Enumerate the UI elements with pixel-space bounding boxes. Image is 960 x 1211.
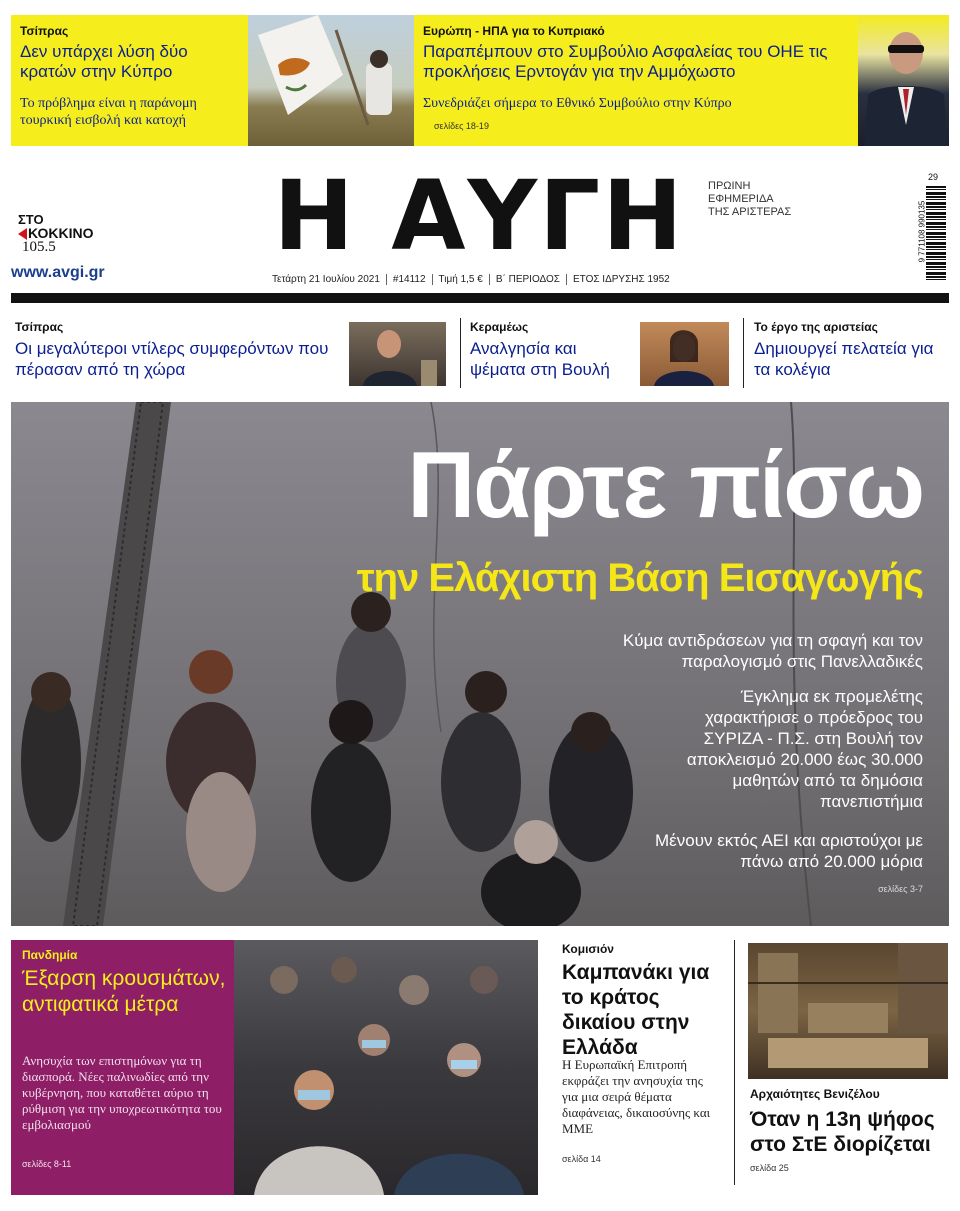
secondary-story-tsipras[interactable] xyxy=(11,318,346,388)
barcode-issue: 29 xyxy=(928,172,939,182)
secondary-kicker: Τσίπρας xyxy=(15,320,64,334)
antiquities-story[interactable] xyxy=(748,1083,948,1198)
barcode xyxy=(912,172,948,282)
bottom-divider xyxy=(734,940,735,1185)
top-right-sub: Συνεδριάζει σήμερα το Εθνικό Συμβούλιο στην Κύπρο xyxy=(423,96,732,111)
barcode-bars xyxy=(926,186,946,280)
secondary-headline: Δημιουργεί πελατεία για τα κολέγια xyxy=(754,339,934,379)
pandemic-headline: Έξαρση κρουσμάτων, αντιφατικά μέτρα xyxy=(22,967,226,1016)
top-right-kicker: Ευρώπη - ΗΠΑ για το Κυπριακό xyxy=(423,24,605,38)
commission-body: Η Ευρωπαϊκή Επιτροπή εκφράζει την ανησυχία της για μια σειρά θέματα διαφάνειας, δικαιοσύνης και ΜΜΕ xyxy=(562,1057,711,1136)
hero-story[interactable] xyxy=(11,402,949,926)
commission-headline: Καμπανάκι για το κράτος δικαίου στην Ελλάδα xyxy=(562,961,710,1059)
hero-paragraph-1: Κύμα αντιδράσεων για τη σφαγή και τον παραλογισμό στις Πανελλαδικές xyxy=(622,631,923,671)
tagline-line3: ΤΗΣ ΑΡΙΣΤΕΡΑΣ xyxy=(708,206,792,218)
issue-number: #14112 xyxy=(392,274,426,286)
commission-pages: σελίδα 14 xyxy=(562,1154,601,1164)
secondary-headline: Οι μεγαλύτεροι ντίλερς συμφερόντων που πέρασαν από τη χώρα xyxy=(15,339,329,379)
top-right-pages: σελίδες 18-19 xyxy=(434,121,489,131)
secondary-headline: Αναλγησία και ψέματα στη Βουλή xyxy=(470,339,610,379)
top-left-teaser[interactable] xyxy=(11,15,248,146)
secondary-story-kerameos[interactable] xyxy=(466,318,638,388)
flag-illustration xyxy=(248,15,414,146)
secondary-kicker: Κεραμέως xyxy=(470,320,529,334)
issue-meta xyxy=(272,274,670,285)
top-left-headline: Δεν υπάρχει λύση δύο κρατών στην Κύπρο xyxy=(20,42,188,81)
kerameos-photo xyxy=(640,322,729,386)
antiquities-pages: σελίδα 25 xyxy=(750,1163,789,1173)
radio-freq: 105.5 xyxy=(22,239,56,255)
tagline xyxy=(708,180,791,219)
pandemic-kicker: Πανδημία xyxy=(22,948,78,962)
kerameos-illustration xyxy=(640,322,729,386)
commission-story[interactable] xyxy=(556,940,726,1195)
website-link[interactable]: www.avgi.gr xyxy=(11,264,105,281)
issue-founded: ΕΤΟΣ ΙΔΡΥΣΗΣ 1952 xyxy=(572,274,670,286)
pandemic-body: Ανησυχία των επιστημόνων για τη διασπορά. Νέες παλινωδίες από την κυβέρνηση, που καταθέτει αύριο τη ρύθμιση για την υποχρεωτικότητα του εμβολιασμού xyxy=(22,1053,222,1132)
top-right-headline: Παραπέμπουν στο Συμβούλιο Ασφαλείας του ΟΗΕ τις προκλήσεις Ερντογάν για την Αμμόχωστο xyxy=(423,42,828,81)
barcode-digits: 9 771108 990135 xyxy=(917,200,927,263)
hero-paragraph-3: Μένουν εκτός ΑΕΙ και αριστούχοι με πάνω από 20.000 μόρια xyxy=(655,831,923,871)
issue-price: Τιμή 1,5 € xyxy=(438,274,483,286)
commission-kicker: Κομισιόν xyxy=(562,942,614,956)
pandemic-story[interactable] xyxy=(11,940,234,1195)
hero-title: Πάρτε πίσω xyxy=(407,432,923,537)
tagline-line1: ΠΡΩΙΝΗ xyxy=(708,180,751,192)
hero-pages: σελίδες 3-7 xyxy=(878,884,923,894)
top-left-kicker: Τσίπρας xyxy=(20,24,69,38)
masthead-rule xyxy=(11,293,949,303)
issue-period: Β΄ ΠΕΡΙΟΔΟΣ xyxy=(495,274,560,286)
tagline-line2: ΕΦΗΜΕΡΙΔΑ xyxy=(708,193,774,205)
portrait-illustration xyxy=(858,15,949,146)
issue-date: Τετάρτη 21 Ιουλίου 2021 xyxy=(272,274,380,286)
antiquities-kicker: Αρχαιότητες Βενιζέλου xyxy=(750,1087,880,1101)
cyprus-flag-photo xyxy=(248,15,414,146)
hero-subtitle: την Ελάχιστη Βάση Εισαγωγής xyxy=(356,556,923,600)
top-right-teaser[interactable] xyxy=(414,15,949,146)
hero-paragraph-2: Έγκλημα εκ προμελέτης χαρακτήρισε ο πρόεδρος του ΣΥΡΙΖΑ - Π.Σ. στη Βουλή τον αποκλεισμό 20.000 έως 30.000 μαθητών από τα δημόσια πανεπιστήμια xyxy=(686,687,923,811)
crowd-illustration xyxy=(234,940,538,1195)
secondary-divider xyxy=(743,318,744,388)
pandemic-pages: σελίδες 8-11 xyxy=(22,1159,72,1169)
radio-line2: ΚΟΚΚΙΝΟ xyxy=(28,225,94,241)
secondary-kicker: Το έργο της αριστείας xyxy=(754,320,878,334)
excavation-illustration xyxy=(748,943,948,1079)
top-left-sub: Το πρόβλημα είναι η παράνομη τουρκική εισβολή και κατοχή xyxy=(20,96,197,128)
crowd-photo xyxy=(234,940,538,1195)
radio-logo[interactable] xyxy=(18,213,108,253)
newspaper-logo[interactable]: Η ΑΥΓΗ xyxy=(273,160,685,272)
secondary-divider xyxy=(460,318,461,388)
radio-line1: ΣΤΟ xyxy=(18,212,44,227)
tsipras-photo xyxy=(349,322,446,386)
antiquities-headline: Όταν η 13η ψήφος στο ΣτΕ διορίζεται xyxy=(750,1108,935,1156)
antiquities-photo xyxy=(748,943,948,1079)
erdogan-photo xyxy=(858,15,949,146)
secondary-story-colleges[interactable] xyxy=(750,318,950,388)
tsipras-illustration xyxy=(349,322,446,386)
